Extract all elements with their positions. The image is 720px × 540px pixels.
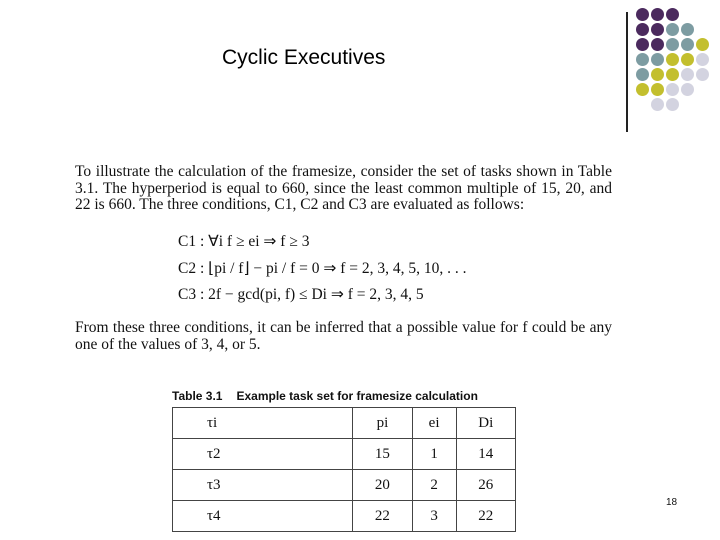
decorative-dot: [651, 83, 664, 96]
decorative-dot: [636, 83, 649, 96]
title-divider-line: [626, 12, 628, 132]
decorative-dot: [666, 53, 679, 66]
decorative-dot: [681, 53, 694, 66]
decorative-dot: [666, 68, 679, 81]
decorative-dot: [651, 23, 664, 36]
cell-period: 22: [353, 501, 412, 532]
table-row: [173, 501, 516, 532]
header-period: pi: [353, 408, 412, 439]
page-number: 18: [666, 497, 678, 508]
decorative-dot: [681, 23, 694, 36]
intro-paragraph: To illustrate the calculation of the framesize, consider the set of tasks shown in Table 3.1. The hyperperiod is equal to 660, since the least common multiple of 15, 20, and 22 is 660. The three conditions, C1, C2 and C3 are evaluated as follows:: [75, 163, 612, 213]
decorative-dot: [651, 8, 664, 21]
decorative-dot: [666, 23, 679, 36]
cell-task: τ2: [173, 439, 353, 470]
header-exec: ei: [412, 408, 456, 439]
slide-title: Cyclic Executives: [222, 46, 386, 69]
condition-c3: C3 : 2f − gcd(pi, f) ≤ Di ⇒ f = 2, 3, 4, 5: [178, 286, 424, 303]
table-row: [173, 439, 516, 470]
cell-exec: 1: [412, 439, 456, 470]
decorative-dot-grid: [636, 8, 716, 118]
decorative-dot: [651, 98, 664, 111]
table-caption: [172, 389, 478, 403]
decorative-dot: [666, 98, 679, 111]
decorative-dot: [636, 8, 649, 21]
decorative-dot: [696, 68, 709, 81]
cell-period: 20: [353, 470, 412, 501]
decorative-dot: [681, 68, 694, 81]
cell-deadline: 22: [456, 501, 515, 532]
cell-deadline: 26: [456, 470, 515, 501]
table-caption-text: Example task set for framesize calculation: [236, 389, 478, 403]
cell-task: τ3: [173, 470, 353, 501]
task-set-table: [172, 407, 516, 532]
table-header-row: [173, 408, 516, 439]
decorative-dot: [651, 68, 664, 81]
condition-c2: C2 : ⌊pi / f⌋ − pi / f = 0 ⇒ f = 2, 3, 4, 5, 10, . . .: [178, 260, 467, 277]
decorative-dot: [636, 53, 649, 66]
decorative-dot: [681, 83, 694, 96]
table-row: [173, 470, 516, 501]
decorative-dot: [681, 38, 694, 51]
conclusion-paragraph: From these three conditions, it can be inferred that a possible value for f could be any one of the values of 3, 4, or 5.: [75, 319, 612, 353]
decorative-dot: [696, 38, 709, 51]
decorative-dot: [636, 38, 649, 51]
cell-deadline: 14: [456, 439, 515, 470]
cell-task: τ4: [173, 501, 353, 532]
table-label: Table 3.1: [172, 389, 223, 403]
decorative-dot: [666, 8, 679, 21]
decorative-dot: [696, 53, 709, 66]
decorative-dot: [651, 38, 664, 51]
decorative-dot: [636, 23, 649, 36]
decorative-dot: [636, 68, 649, 81]
cell-exec: 3: [412, 501, 456, 532]
header-deadline: Di: [456, 408, 515, 439]
header-task: τi: [173, 408, 353, 439]
decorative-dot: [651, 53, 664, 66]
decorative-dot: [666, 83, 679, 96]
cell-period: 15: [353, 439, 412, 470]
decorative-dot: [666, 38, 679, 51]
condition-c1: C1 : ∀i f ≥ ei ⇒ f ≥ 3: [178, 233, 310, 250]
cell-exec: 2: [412, 470, 456, 501]
